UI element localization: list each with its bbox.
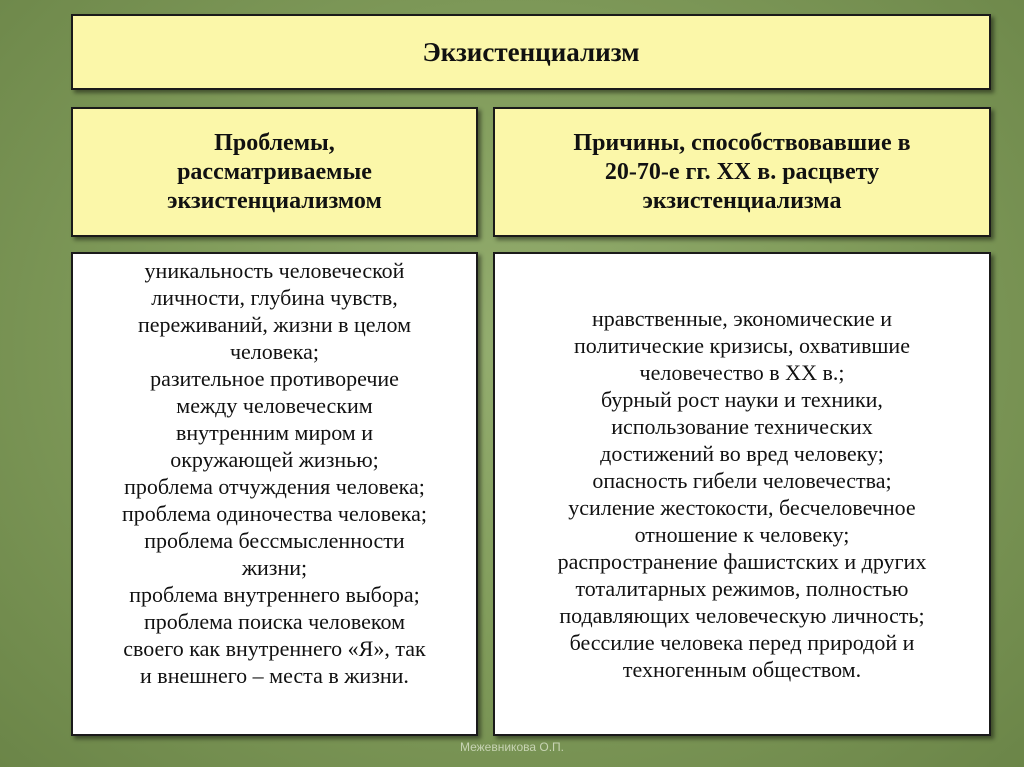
reasons-header: Причины, способствовавшие в 20-70-е гг. XX в. расцвету экзистенциализма bbox=[573, 129, 911, 214]
problems-header-box bbox=[71, 107, 478, 237]
reasons-header-box bbox=[493, 107, 991, 237]
reasons-list: нравственные, экономические и политические кризисы, охватившие человечество в XX в.; бурный рост науки и техники, использование технических достижений во вред человеку; опасность гибели человечества; усиление жестокости, бесчеловечное отношение к человеку; распространение фашистских и других тоталитарных режимов, полностью подавляющих человеческую личность; бессилие человека перед природой и техногенным обществом. bbox=[557, 306, 927, 682]
title-box bbox=[71, 14, 991, 90]
problems-list: уникальность человеческой личности, глубина чувств, переживаний, жизни в целом человека; разительное противоречие между человеческим внутренним миром и окружающей жизнью; проблема отчуждения человека; проблема одиночества человека; проблема бессмысленности жизни; проблема внутреннего выбора; проблема поиска человеком своего как внутреннего «Я», так и внешнего – места в жизни. bbox=[122, 258, 427, 688]
reasons-content-box bbox=[493, 252, 991, 736]
author-footer: Межевникова О.П. bbox=[459, 740, 564, 754]
problems-header: Проблемы, рассматриваемые экзистенциализмом bbox=[167, 129, 382, 214]
problems-content-box bbox=[71, 252, 478, 736]
page-title: Экзистенциализм bbox=[422, 36, 640, 67]
